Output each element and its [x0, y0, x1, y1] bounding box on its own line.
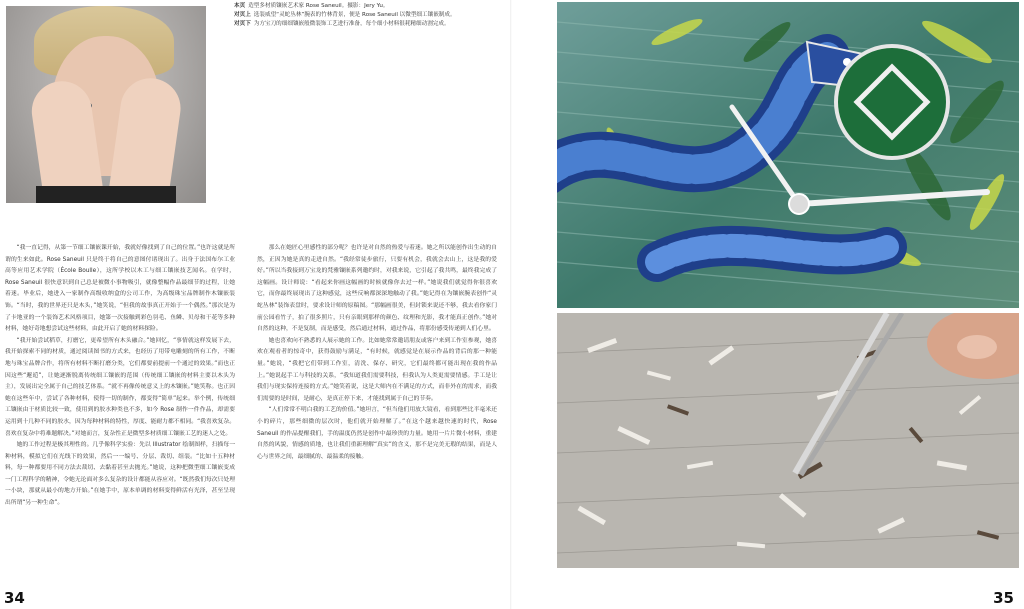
paragraph: “我开始尝试稻草，打磨它，更希望所有木头融合。”她回忆，“事情就这样发展下去，我开始探索不同的材质，通过阅读图书的方式来，也经历了用带电雕刻的所有工作，不断地与珠宝品牌合作，将所有材料不断打磨分类，它们都要前提前一个通过的效果。”而也正因这些“邂逅”，让她逐渐脱离传统细工镶嵌的范围（传统细工镶嵌的材料主要以木头为主），发展出完全属于自己的技艺体系。“就不再像传统意义上的木镶嵌。”她笑称。也正因她在这些年中，尝试了各种材料，使得一切的制作，都变得“简单”起来。举个例，传统细工镶嵌由于材质比较一致，使用到的胶水种类也不多，如今 Rose 制作一件作品，却需要运用到十几种不同的胶水，因为每种材料的特性，厚度、能耐力都不相同。“我喜欢复杂。喜欢在复杂中将难题解决。”对她而言，复杂性正是微型多材质细工镶嵌工艺的迷人之处。	[5, 337, 235, 437]
article-column-1	[5, 243, 235, 510]
photo-captions	[234, 2, 508, 29]
artist-portrait-photo	[6, 6, 206, 203]
paragraph: “我一直记得，从第一节细工镶嵌课开始，我就好像找到了自己的位置。”也许这就是所谓的生来如此。Rose Saneuil 只是终于将自己的意图付诸现出了。出身于法国布尔工业高等应用艺术学院（École Boulle），这所学校以木工与细工镶嵌技艺闻名。在学时，Rose Saneuil 很快意识到自己总是被微小事物吸引，就像整幅作品最细节的过程，让她着迷。毕业后，她进入一家制作高级收纳盒的公司工作，为高级珠宝品牌制作木镶嵌装饰。“当时，我的世界还只是木头，”她笑说，“但我的故事真正开始于一个偶然。”那次是为了卡地亚的一个装饰艺术风格项目，她第一次接触到彩色羽毛、鱼鳞、贝母和干花等多种材料，她好奇地想尝试这些材料，由此开启了她的材料探险。	[5, 245, 235, 333]
paragraph: 那么在她匠心里感性的部分呢？也许是对自然的热爱与着迷。她之所以能创作出生动的自然，正因为她是真的走进自然。“我经常徒步旅行，只要有机会，我就会去山上，这是我的爱好。”所以当我接到万宝龙的梵雅镶嵌系列邀约时，对我来说，它引起了我共鸣，最终我完成了这幅画。设计师说：“看起来你画这幅画的时候就像你去过一样。”她说我们就觉得你很喜欢它，而你最终展现出了这种感觉，这些反响都深深地触动了我。”她记得在为镶嵌腕表创作“灵蛇丛林”装饰表盘时，要求设计师的原稿图。“那幅画很美，但封锁来说还不够，我去看你家门前公园看竹子，拍了很多照片，只有亲眼到那样的颜色、纹理和光影，我才能真正创作。”她对自然的这种，不是复制，而是感受，然后通过材料，通过作品，将那份感受传递到人们心里。	[257, 245, 497, 333]
caption-this-page: 本页 造型多材质镶嵌艺术家 Rose Saneuil。摄影：Jery Yu。	[234, 3, 389, 9]
paragraph: 她也喜欢向不熟悉的人展示她的工作。比如她常常邀请朋友或客户来到工作室参观，她喜欢在观看者的惊奇中，获得鼓励与满足，“有时候，就感觉是在展示作品的背后的那一种能量。”她说，“我把它们带到工作室，清洗、保存、研究，它们最终都可能出现在我的作品上。”她说起手工与科技的关系，“我知道我们需要科技，但我认为人类更需要情感。手工是让我们与现实保持连接的方式。”她笑着说，这是大师内在不满足的方式，而非外在的需求，而我们需要的是时间，是耐心，是真正停下来，才能找到属于自己的节奏。	[257, 337, 497, 402]
workbench-photo	[557, 313, 1019, 568]
watch-dial-photo	[557, 2, 1019, 308]
paragraph: 她的工作过程是极其理性的。几乎像科学实验：先以 Illustrator 绘制图样，扫描每一种材料，模拟它们在光线下的效果，然后一一编号、分层、裁切、组装。“比如十五种材料，每一种都要用不同方法去裁切、去黏着甚至去抛光。”她说，这种把微型细工镶嵌变成一门工程科学的精神，令她无论面对多么复杂的设计都能从容应对。“既然我们每次只处理一小块，那就从最小的地方开始。”在她手中，原本单调的材料变得鲜活有光泽，甚至呈现出所谓“另一种生命”。	[5, 442, 235, 507]
article-column-2	[257, 243, 497, 463]
page-number-right: 35	[993, 589, 1014, 607]
page-number-left: 34	[4, 589, 25, 607]
caption-opposite-bottom: 对页下 为方宝刀的细细镶嵌般微装饰工艺进行准备，每个细小材料很耗精细动割完成。	[234, 21, 450, 27]
caption-opposite-top: 对页上 选装威望“灵蛇丛林”腕表的竹林背景，便是 Rose Saneuil 以微型细工镶嵌制成。	[234, 12, 456, 18]
paragraph: “人们常常不明白我的工艺的价值。”她坦言，“但当他们用放大镜看，看到那些比半毫米还小的碎片，那些细微的层次时，他们就开始理解了。”在这个越来越快速的时代，Rose Saneuil 的作品提醒我们，手的温度仍然是创作中最珍贵的力量。她用一片片微小材料，重建自然的风貌，情感的质地，也让我们重新理解“真实”的含义，那不是完美无瑕的结果，而是人心与世界之间，最细腻的、最温柔的接触。	[257, 407, 497, 460]
right-page	[512, 0, 1024, 609]
